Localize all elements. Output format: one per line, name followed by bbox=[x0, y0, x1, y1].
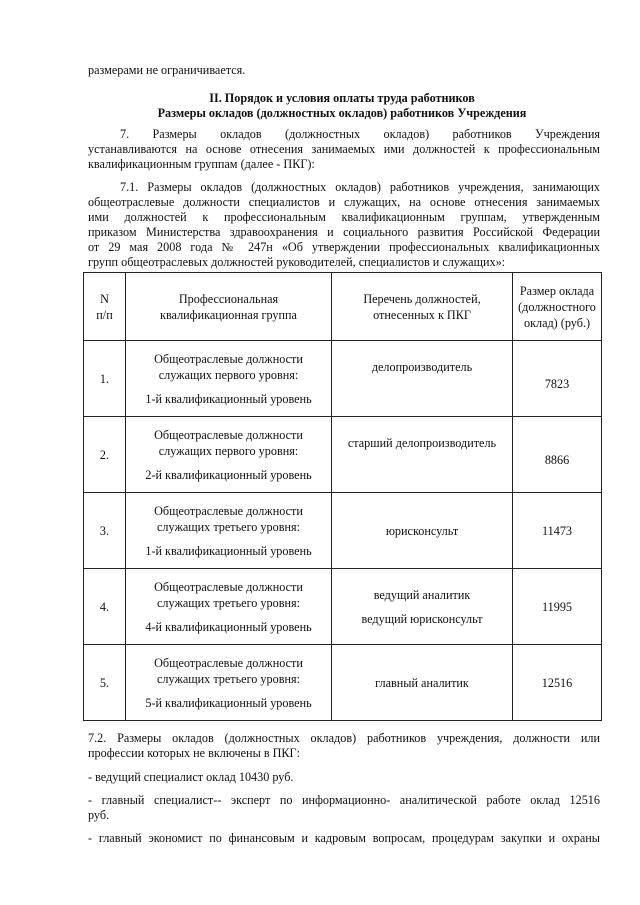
section-subtitle: Размеры окладов (должностных окладов) работников Учреждения bbox=[157, 106, 527, 120]
table-row bbox=[84, 341, 602, 417]
list-item: - главный экономист по финансовым и кадровым вопросам, процедурам закупки и охраны bbox=[88, 831, 600, 845]
row-number: 1. bbox=[84, 341, 126, 417]
table-row bbox=[84, 417, 602, 493]
table-row bbox=[84, 493, 602, 569]
header-number: N п/п bbox=[84, 273, 126, 341]
table-row bbox=[84, 645, 602, 721]
table-header-row bbox=[84, 273, 602, 341]
row-positions: старший делопроизводитель bbox=[332, 417, 513, 493]
row-number: 4. bbox=[84, 569, 126, 645]
row-qualification-group: Общеотраслевые должности служащих первого уровня: 1-й квалификационный уровень bbox=[126, 341, 332, 417]
header-positions: Перечень должностей, отнесенных к ПКГ bbox=[332, 273, 513, 341]
row-qualification-level: 2-й квалификационный уровень bbox=[145, 467, 312, 482]
paragraph-line: приказом Министерства здравоохранения и социального развития Российской Федерации bbox=[88, 225, 600, 239]
salary-table bbox=[83, 272, 602, 721]
paragraph-line: от 29 мая 2008 года № 247н «Об утверждении профессиональных квалификационных bbox=[88, 240, 600, 254]
list-item: - ведущий специалист оклад 10430 руб. bbox=[88, 770, 294, 784]
previous-page-fragment: размерами не ограничивается. bbox=[88, 63, 246, 77]
paragraph-line: групп общеотраслевых должностей руководителей, специалистов и служащих»: bbox=[88, 255, 506, 269]
header-salary: Размер оклада (должностного оклад) (руб.) bbox=[513, 273, 602, 341]
row-qualification-level: 4-й квалификационный уровень bbox=[145, 619, 312, 634]
paragraph-line: 7.2. Размеры окладов (должностных окладов) работников учреждения, должности или bbox=[88, 731, 600, 745]
section-title: II. Порядок и условия оплаты труда работников bbox=[209, 91, 475, 105]
paragraph-line: 7. Размеры окладов (должностных окладов) работников Учреждения bbox=[120, 127, 600, 141]
row-salary: 11995 bbox=[513, 569, 602, 645]
row-qualification-level: 1-й квалификационный уровень bbox=[145, 543, 312, 558]
row-qualification-group: Общеотраслевые должности служащих третьего уровня: 1-й квалификационный уровень bbox=[126, 493, 332, 569]
header-qualification-group: Профессиональная квалификационная группа bbox=[126, 273, 332, 341]
paragraph-line: 7.1. Размеры окладов (должностных окладов) работников учреждения, занимающих bbox=[120, 180, 600, 194]
row-salary: 11473 bbox=[513, 493, 602, 569]
row-qualification-group: Общеотраслевые должности служащих первого уровня: 2-й квалификационный уровень bbox=[126, 417, 332, 493]
row-positions: ведущий аналитик ведущий юрисконсульт bbox=[332, 569, 513, 645]
row-qualification-level: 5-й квалификационный уровень bbox=[145, 695, 312, 710]
row-qualification-group: Общеотраслевые должности служащих третьего уровня: 5-й квалификационный уровень bbox=[126, 645, 332, 721]
row-qualification-group: Общеотраслевые должности служащих третьего уровня: 4-й квалификационный уровень bbox=[126, 569, 332, 645]
row-number: 2. bbox=[84, 417, 126, 493]
table-row bbox=[84, 569, 602, 645]
paragraph-line: устанавливаются на основе отнесения занимаемых ими должностей к профессиональным bbox=[88, 142, 600, 156]
list-item-line: - главный специалист-- эксперт по информационно- аналитической работе оклад 12516 bbox=[88, 793, 600, 807]
row-salary: 8866 bbox=[513, 417, 602, 493]
row-number: 5. bbox=[84, 645, 126, 721]
row-positions: главный аналитик bbox=[332, 645, 513, 721]
row-salary: 12516 bbox=[513, 645, 602, 721]
row-number: 3. bbox=[84, 493, 126, 569]
paragraph-line: квалификационным группам (далее - ПКГ): bbox=[88, 157, 315, 171]
paragraph-line: профессии которых не включены в ПКГ: bbox=[88, 746, 300, 760]
row-qualification-level: 1-й квалификационный уровень bbox=[145, 391, 312, 406]
row-positions: делопроизводитель bbox=[332, 341, 513, 417]
row-positions: юрисконсульт bbox=[332, 493, 513, 569]
paragraph-line: общеотраслевые должности специалистов и служащих, на основе отнесения занимаемых bbox=[88, 195, 600, 209]
paragraph-line: ими должностей к профессиональным квалификационным группам, утвержденным bbox=[88, 210, 600, 224]
row-salary: 7823 bbox=[513, 341, 602, 417]
list-item-line: руб. bbox=[88, 808, 110, 822]
